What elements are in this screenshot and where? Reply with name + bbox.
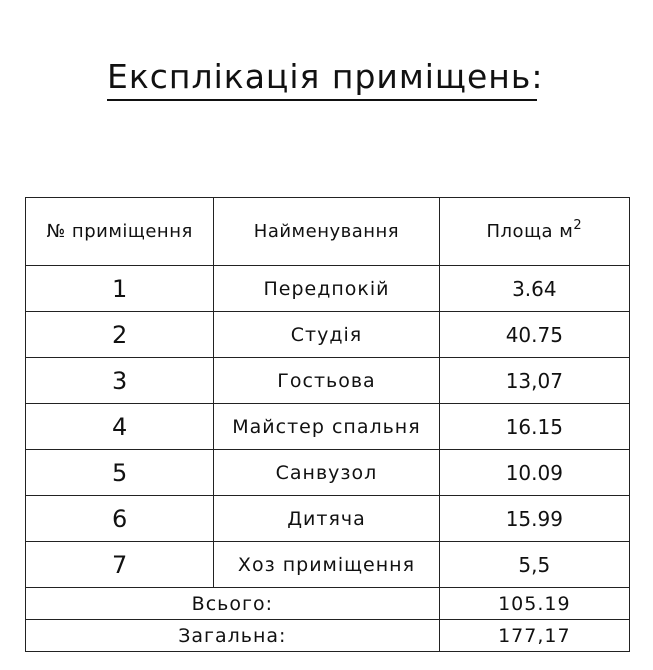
room-number: 2 xyxy=(26,312,214,358)
room-name: Санвузол xyxy=(214,450,439,496)
room-name: Студія xyxy=(214,312,439,358)
table-header-row xyxy=(26,198,630,266)
table-row xyxy=(26,358,630,404)
table-row xyxy=(26,266,630,312)
total-value: 105.19 xyxy=(439,588,629,620)
room-area: 5,5 xyxy=(439,542,629,588)
total-row xyxy=(26,588,630,620)
header-area-label: Площа м xyxy=(486,221,574,242)
table-row xyxy=(26,450,630,496)
title-underline xyxy=(107,99,537,101)
room-area: 40.75 xyxy=(439,312,629,358)
grand-total-value: 177,17 xyxy=(439,620,629,652)
table-row xyxy=(26,496,630,542)
header-room-number: № приміщення xyxy=(26,198,214,266)
room-name: Гостьова xyxy=(214,358,439,404)
room-name: Хоз приміщення xyxy=(214,542,439,588)
room-number: 3 xyxy=(26,358,214,404)
room-area: 15.99 xyxy=(439,496,629,542)
grand-total-row xyxy=(26,620,630,652)
room-number: 7 xyxy=(26,542,214,588)
header-area-superscript: 2 xyxy=(573,218,583,233)
page-title: Експлікація приміщень: xyxy=(107,57,544,96)
table-row xyxy=(26,404,630,450)
header-room-name: Найменування xyxy=(214,198,439,266)
room-name: Передпокій xyxy=(214,266,439,312)
total-label: Всього: xyxy=(26,588,440,620)
room-area: 16.15 xyxy=(439,404,629,450)
room-number: 4 xyxy=(26,404,214,450)
header-room-area xyxy=(439,198,629,266)
room-area: 13,07 xyxy=(439,358,629,404)
grand-total-label: Загальна: xyxy=(26,620,440,652)
room-number: 1 xyxy=(26,266,214,312)
table-row xyxy=(26,542,630,588)
room-area: 3.64 xyxy=(439,266,629,312)
room-explication-table xyxy=(25,197,630,652)
room-name: Майстер спальня xyxy=(214,404,439,450)
room-number: 6 xyxy=(26,496,214,542)
room-number: 5 xyxy=(26,450,214,496)
room-area: 10.09 xyxy=(439,450,629,496)
room-name: Дитяча xyxy=(214,496,439,542)
table-row xyxy=(26,312,630,358)
